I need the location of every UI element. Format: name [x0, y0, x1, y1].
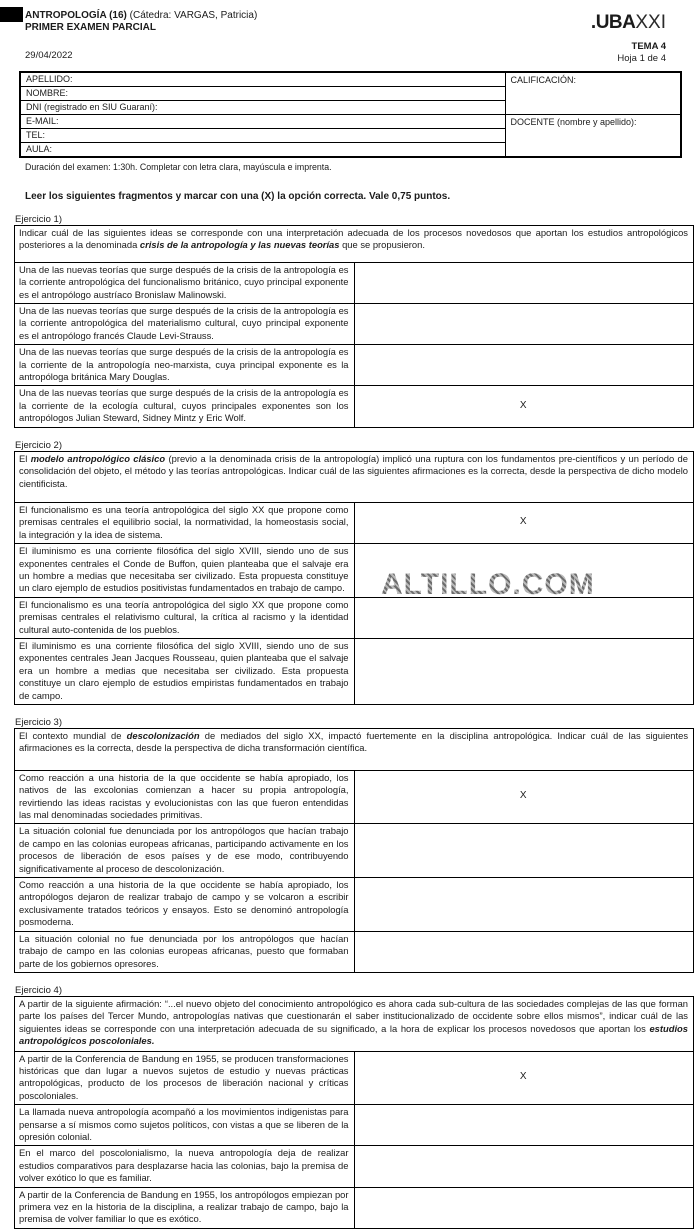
- option-mark-cell: [354, 931, 694, 972]
- option-text: Como reacción a una historia de la que occidente se había apropiado, los antropólogos dejaron de realizar trabajo de campo y se volcaron a escribir exclusivamente tratados teóricos y ensayos. Esto se denominó antropología posmoderna.: [15, 878, 355, 932]
- exercise-1-option-4: [15, 386, 694, 427]
- intro-emphasis: modelo antropológico clásico: [30, 452, 166, 464]
- exam-title: PRIMER EXAMEN PARCIAL: [25, 22, 156, 33]
- exercise-4-option-3: [15, 1146, 694, 1187]
- option-text: La situación colonial no fue denunciada por los antropólogos que hacían trabajo de campo en las colonias europeas africanas, puesto que formaban parte de los gobiernos opresores.: [15, 931, 355, 972]
- logo-uba: .UBA: [590, 12, 636, 33]
- exercise-2-table: [14, 451, 694, 705]
- option-mark-cell: [354, 597, 694, 638]
- exercise-3-intro-row: [15, 729, 694, 771]
- intro-text-pre: A partir de la siguiente afirmación: “...el nuevo objeto del conocimiento antropológico es ahora cada sub-cultura de las sociedades complejas de las que forman parte los países del Tercer Mundo, antropologías nativas que cuestionarán el saber institucionalizado de occidente sobre ellos mismos”, indicar cuál de las siguientes ideas se corresponde con una interpretación adecuada de su significado, a la hora de explicar los procesos novedosos que aportan los: [19, 997, 688, 1034]
- exercise-4-table: [14, 996, 694, 1229]
- exercise-4: [14, 985, 694, 1229]
- field-email: E-MAIL:: [20, 115, 505, 129]
- form-row-email: [20, 115, 681, 129]
- option-mark-cell: [354, 878, 694, 932]
- option-text: A partir de la Conferencia de Bandung en 1955, los antropólogos empiezan por primera vez en la historia de la disciplina, a realizar trabajo de campo, bajo la premisa de volver familiar lo que es exótico.: [15, 1187, 355, 1228]
- option-text: Una de las nuevas teorías que surge después de la crisis de la antropología es la corriente antropológica del materialismo cultural, cuyo principal exponente es el antropólogo francés Claude Levi-Strauss.: [15, 304, 355, 345]
- option-text: En el marco del poscolonialismo, la nueva antropología deja de realizar estudios comparativos para desplazarse hacia las colonias, bajo la premisa de volver exótico lo que es familiar.: [15, 1146, 355, 1187]
- field-dni: DNI (registrado en SIU Guaraní):: [20, 101, 505, 115]
- option-mark-cell: X: [354, 386, 694, 427]
- option-mark-cell: [354, 824, 694, 878]
- altillo-watermark: ALTILLO.COM: [381, 568, 595, 601]
- option-mark-cell: X: [354, 502, 694, 543]
- exercise-1-option-1: [15, 262, 694, 303]
- field-tel: TEL:: [20, 129, 505, 143]
- intro-text-pre: Indicar cuál de las siguientes ideas se corresponde con una interpretación adecuada de los procesos novedosos que aportan los estudios antropológicos posteriores a la denominada: [19, 227, 688, 251]
- exercise-3-label: Ejercicio 3): [15, 717, 62, 728]
- option-text: El iluminismo es una corriente filosófica del siglo XVIII, siendo uno de sus exponentes centrales el Conde de Buffon, quien planteaba que el salvaje era un hombre a medias que necesitaba ser civilizado. Esta propuesta constituye un claro ejemplo de estudios positivistas fundamentados en trabajo de campo.: [15, 544, 355, 598]
- exercise-1: [14, 214, 694, 428]
- exercise-3: [14, 717, 694, 973]
- instructions: Leer los siguientes fragmentos y marcar con una (X) la opción correcta. Vale 0,75 puntos.: [25, 191, 451, 202]
- intro-text-pre: El: [19, 452, 31, 464]
- exercise-2-intro: [15, 451, 694, 502]
- exam-date: 29/04/2022: [25, 50, 73, 61]
- course-line: [25, 10, 257, 21]
- option-text: Como reacción a una historia de la que occidente se había apropiado, los nativos de las excolonias comienzan a hacer su propia antropología, revirtiendo las ideas racistas y evolucionistas con las que fueron entendidas las mal denominadas sociedades primitivas.: [15, 770, 355, 824]
- student-info-table: [19, 71, 682, 158]
- field-nombre: NOMBRE:: [20, 87, 505, 101]
- exercise-2-option-3: [15, 597, 694, 638]
- option-mark-cell: [354, 544, 694, 598]
- exercise-3-option-1: [15, 770, 694, 824]
- option-text: A partir de la Conferencia de Bandung en 1955, se producen transformaciones históricas que dan lugar a nuevos sujetos de estudio y nuevas prácticas antropológicas, producto de los procesos de liberación nacional y críticas poscoloniales.: [15, 1051, 355, 1105]
- option-text: El iluminismo es una corriente filosófica del siglo XVIII, siendo uno de sus exponentes centrales Jean Jacques Rousseau, quien planteaba que el salvaje era un hombre a medias que necesitaba ser civilizado. Esta propuesta constituye un claro ejemplo de estudios empiristas fundamentados en trabajo de campo.: [15, 638, 355, 704]
- duration-note: Duración del examen: 1:30h. Completar con letra clara, mayúscula e imprenta.: [25, 162, 332, 172]
- option-text: Una de las nuevas teorías que surge después de la crisis de la antropología es la corriente de la ecología cultural, cuyos principales exponentes son los antropólogos Julian Steward, Sidney Mintz y Eric Wolf.: [15, 386, 355, 427]
- option-mark-cell: [354, 1105, 694, 1146]
- exercise-4-intro-row: [15, 996, 694, 1051]
- exercise-3-option-2: [15, 824, 694, 878]
- exercise-1-option-3: [15, 345, 694, 386]
- option-text: Una de las nuevas teorías que surge después de la crisis de la antropología es la corriente antropológica del funcionalismo británico, cuyo principal exponente es el antropólogo austríaco Bronislaw Malinowski.: [15, 262, 355, 303]
- exercise-2-option-1: [15, 502, 694, 543]
- field-docente: DOCENTE (nombre y apellido):: [505, 115, 681, 158]
- course-catedra: (Cátedra: VARGAS, Patricia): [129, 10, 258, 21]
- exercise-1-option-2: [15, 304, 694, 345]
- exercise-2-intro-row: [15, 451, 694, 502]
- exercise-4-option-2: [15, 1105, 694, 1146]
- option-text: El funcionalismo es una teoría antropológica del siglo XX que propone como premisas centrales el equilibrio social, la normatividad, la homeostasis social, la integración y la idea de sistema.: [15, 502, 355, 543]
- option-mark-cell: X: [354, 1051, 694, 1105]
- exercise-1-intro: [15, 226, 694, 263]
- exercise-2-option-4: [15, 638, 694, 704]
- exercise-2: [14, 440, 694, 705]
- exercise-4-option-4: [15, 1187, 694, 1228]
- option-text: La llamada nueva antropología acompañó a los movimientos indigenistas para pensarse a sí mismos como sujetos políticos, con vistas a que se liberen de la opresión colonial.: [15, 1105, 355, 1146]
- intro-text-pre: El contexto mundial de: [19, 730, 127, 741]
- option-mark-cell: X: [354, 770, 694, 824]
- exercise-3-intro: [15, 729, 694, 771]
- option-text: Una de las nuevas teorías que surge después de la crisis de la antropología es la corriente de la antropología neo-marxista, cuya principal exponente es la antropóloga británica Mary Douglas.: [15, 345, 355, 386]
- header-left: [25, 8, 257, 64]
- option-mark-cell: [354, 262, 694, 303]
- intro-emphasis: estudios antropológicos poscoloniales.: [19, 1022, 688, 1047]
- form-row-apellido: [20, 72, 681, 87]
- ubaxxi-logo: [591, 12, 666, 34]
- exercise-3-option-4: [15, 931, 694, 972]
- intro-text-post: que se propusieron.: [339, 239, 425, 251]
- exercise-1-label: Ejercicio 1): [15, 214, 62, 225]
- exercise-3-table: [14, 728, 694, 973]
- exercise-3-option-3: [15, 878, 694, 932]
- exercise-4-intro: [15, 996, 694, 1051]
- page-header: [25, 8, 694, 64]
- intro-text-post: (previo a la denominada crisis de la antropología) implicó una ruptura con los fundamentos pre-científicos y un período de consolidación del objeto, el método y las teorías antropológicas. Indicar cuál de las siguientes afirmaciones es la correcta, desde la perspectiva de dicho modelo cientificista.: [19, 452, 688, 489]
- hoja-label: Hoja 1 de 4: [617, 53, 666, 64]
- field-calificacion: CALIFICACIÓN:: [505, 72, 681, 115]
- exercise-2-label: Ejercicio 2): [15, 439, 62, 451]
- exercise-2-option-2: [15, 544, 694, 598]
- exercise-1-intro-row: [15, 226, 694, 263]
- intro-emphasis: descolonización: [126, 730, 200, 741]
- intro-text-post: de mediados del siglo XX, impactó fuertemente en la disciplina antropológica. Indicar cuál de las siguientes afirmaciones es la correcta, desde la perspectiva de dicha transformación científica.: [19, 730, 688, 754]
- option-mark-cell: [354, 638, 694, 704]
- option-text: La situación colonial fue denunciada por los antropólogos que hacían trabajo de campo en las colonias europeas africanas, participando activamente en los procesos de liberación de esos países y de ese modo, contribuyendo significativamente al proceso de descolonización.: [15, 824, 355, 878]
- option-mark-cell: [354, 1187, 694, 1228]
- intro-emphasis: crisis de la antropología y las nuevas teorías: [139, 239, 340, 251]
- field-apellido: APELLIDO:: [20, 72, 505, 87]
- field-aula: AULA:: [20, 143, 505, 158]
- course-title: ANTROPOLOGÍA (16): [25, 10, 127, 21]
- exercise-1-table: [14, 225, 694, 428]
- option-mark-cell: [354, 1146, 694, 1187]
- logo-xxi: XXI: [635, 12, 666, 33]
- exercise-4-option-1: [15, 1051, 694, 1105]
- tema-label: TEMA 4: [631, 41, 666, 52]
- option-mark-cell: [354, 304, 694, 345]
- exercise-4-label: Ejercicio 4): [15, 984, 62, 996]
- option-text: El funcionalismo es una teoría antropológica del siglo XX que propone como premisas centrales el relativismo cultural, la crítica al racismo y la identidad cultural auto-contenida de los pueblos.: [15, 597, 355, 638]
- corner-black-mark: [0, 7, 23, 22]
- header-right: [591, 8, 694, 64]
- option-mark-cell: [354, 345, 694, 386]
